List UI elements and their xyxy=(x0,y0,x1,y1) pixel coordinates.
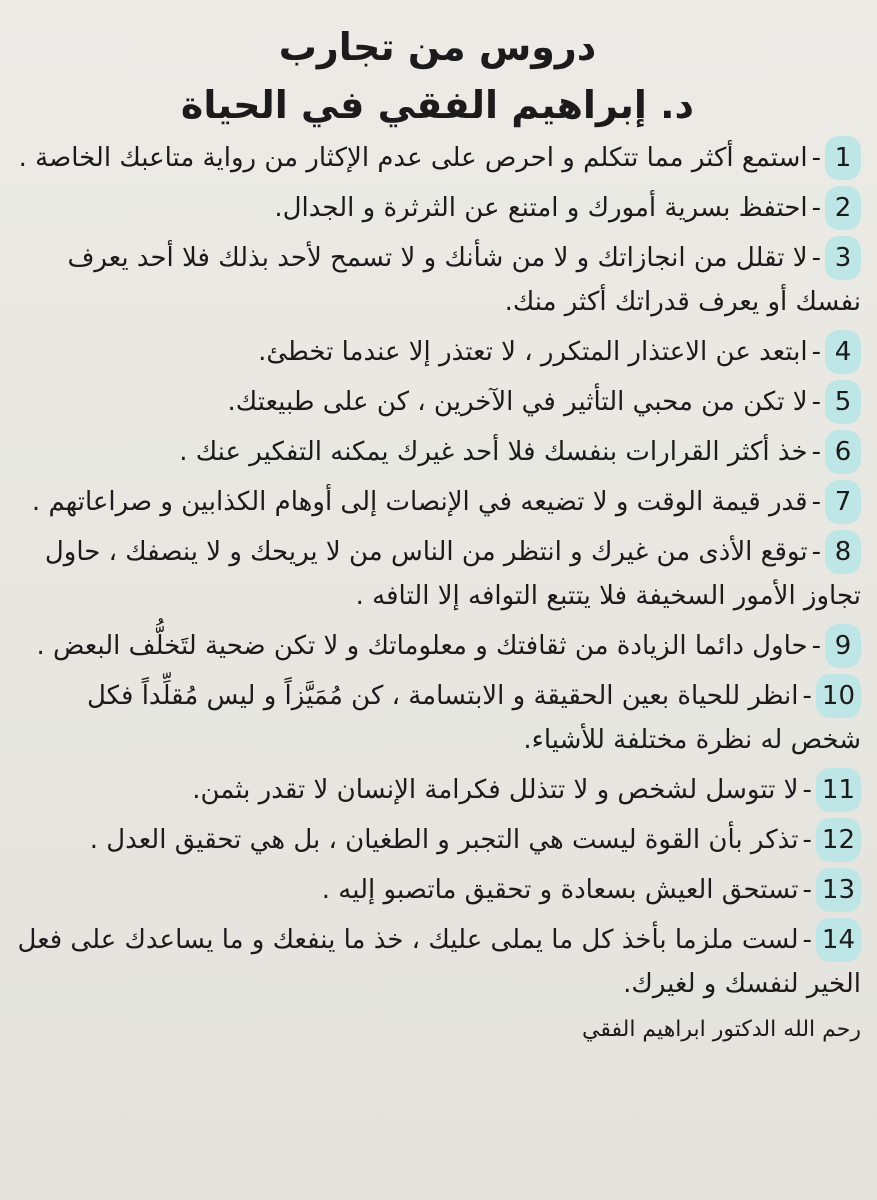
item-number: 11 xyxy=(816,768,861,812)
lessons-list xyxy=(14,136,861,1006)
list-item: 7-قدر قيمة الوقت و لا تضيعه في الإنصات إلى أوهام الكذابين و صراعاتهم . xyxy=(14,480,861,524)
item-text: حاول دائما الزيادة من ثقافتك و معلوماتك و لا تكن ضحية لتَخلُّف البعض . xyxy=(36,631,808,661)
item-number: 8 xyxy=(825,530,861,574)
title-block xyxy=(14,18,861,134)
list-item: 1-استمع أكثر مما تتكلم و احرص على عدم الإكثار من رواية متاعبك الخاصة . xyxy=(14,136,861,180)
item-text: لست ملزما بأخذ كل ما يملى عليك ، خذ ما ينفعك و ما يساعدك على فعل الخير لنفسك و لغيرك. xyxy=(17,925,861,999)
list-item: 14-لست ملزما بأخذ كل ما يملى عليك ، خذ ما ينفعك و ما يساعدك على فعل الخير لنفسك و لغيرك. xyxy=(14,918,861,1006)
item-text: لا تتوسل لشخص و لا تتذلل فكرامة الإنسان لا تقدر بثمن. xyxy=(192,775,799,805)
list-item: 3-لا تقلل من انجازاتك و لا من شأنك و لا تسمح لأحد بذلك فلا أحد يعرف نفسك أو يعرف قدراتك أكثر منك. xyxy=(14,236,861,324)
item-number: 1 xyxy=(825,136,861,180)
item-number: 4 xyxy=(825,330,861,374)
item-text: لا تكن من محبي التأثير في الآخرين ، كن على طبيعتك. xyxy=(227,387,808,417)
item-number: 6 xyxy=(825,430,861,474)
list-item: 2-احتفظ بسرية أمورك و امتنع عن الثرثرة و الجدال. xyxy=(14,186,861,230)
item-text: احتفظ بسرية أمورك و امتنع عن الثرثرة و الجدال. xyxy=(274,193,808,223)
item-text: لا تقلل من انجازاتك و لا من شأنك و لا تسمح لأحد بذلك فلا أحد يعرف نفسك أو يعرف قدراتك أكثر منك. xyxy=(67,243,861,317)
title-line-1: دروس من تجارب xyxy=(278,25,597,69)
list-item: 11-لا تتوسل لشخص و لا تتذلل فكرامة الإنسان لا تقدر بثمن. xyxy=(14,768,861,812)
item-text: انظر للحياة بعين الحقيقة و الابتسامة ، كن مُمَيَّزاً و ليس مُقلِّداً فكل شخص له نظرة مختلفة للأشياء. xyxy=(86,681,861,755)
list-item: 13-تستحق العيش بسعادة و تحقيق ماتصبو إليه . xyxy=(14,868,861,912)
item-text: تستحق العيش بسعادة و تحقيق ماتصبو إليه . xyxy=(321,875,799,905)
item-number: 13 xyxy=(816,868,861,912)
list-item: 4-ابتعد عن الاعتذار المتكرر ، لا تعتذر إلا عندما تخطئ. xyxy=(14,330,861,374)
item-number: 12 xyxy=(816,818,861,862)
list-item: 8-توقع الأذى من غيرك و انتظر من الناس من لا يريحك و لا ينصفك ، حاول تجاوز الأمور السخيفة فلا يتتبع التوافه إلا التافه . xyxy=(14,530,861,618)
item-text: استمع أكثر مما تتكلم و احرص على عدم الإكثار من رواية متاعبك الخاصة . xyxy=(18,143,808,173)
item-number: 3 xyxy=(825,236,861,280)
item-text: تذكر بأن القوة ليست هي التجبر و الطغيان ، بل هي تحقيق العدل . xyxy=(89,825,799,855)
item-text: توقع الأذى من غيرك و انتظر من الناس من لا يريحك و لا ينصفك ، حاول تجاوز الأمور السخيفة فلا يتتبع التوافه إلا التافه . xyxy=(44,537,861,611)
list-item: 9-حاول دائما الزيادة من ثقافتك و معلوماتك و لا تكن ضحية لتَخلُّف البعض . xyxy=(14,624,861,668)
list-item: 12-تذكر بأن القوة ليست هي التجبر و الطغيان ، بل هي تحقيق العدل . xyxy=(14,818,861,862)
item-number: 5 xyxy=(825,380,861,424)
item-number: 14 xyxy=(816,918,861,962)
list-item: 6-خذ أكثر القرارات بنفسك فلا أحد غيرك يمكنه التفكير عنك . xyxy=(14,430,861,474)
item-number: 10 xyxy=(816,674,861,718)
item-text: ابتعد عن الاعتذار المتكرر ، لا تعتذر إلا عندما تخطئ. xyxy=(258,337,808,367)
title-line-2: د. إبراهيم الفقي في الحياة xyxy=(180,83,695,127)
signature: رحم الله الدكتور ابراهيم الفقي xyxy=(582,1017,861,1042)
item-text: خذ أكثر القرارات بنفسك فلا أحد غيرك يمكنه التفكير عنك . xyxy=(179,437,808,467)
list-item: 10-انظر للحياة بعين الحقيقة و الابتسامة ، كن مُمَيَّزاً و ليس مُقلِّداً فكل شخص له نظرة مختلفة للأشياء. xyxy=(14,674,861,762)
list-item: 5-لا تكن من محبي التأثير في الآخرين ، كن على طبيعتك. xyxy=(14,380,861,424)
item-text: قدر قيمة الوقت و لا تضيعه في الإنصات إلى أوهام الكذابين و صراعاتهم . xyxy=(31,487,808,517)
item-number: 7 xyxy=(825,480,861,524)
item-number: 2 xyxy=(825,186,861,230)
item-number: 9 xyxy=(825,624,861,668)
